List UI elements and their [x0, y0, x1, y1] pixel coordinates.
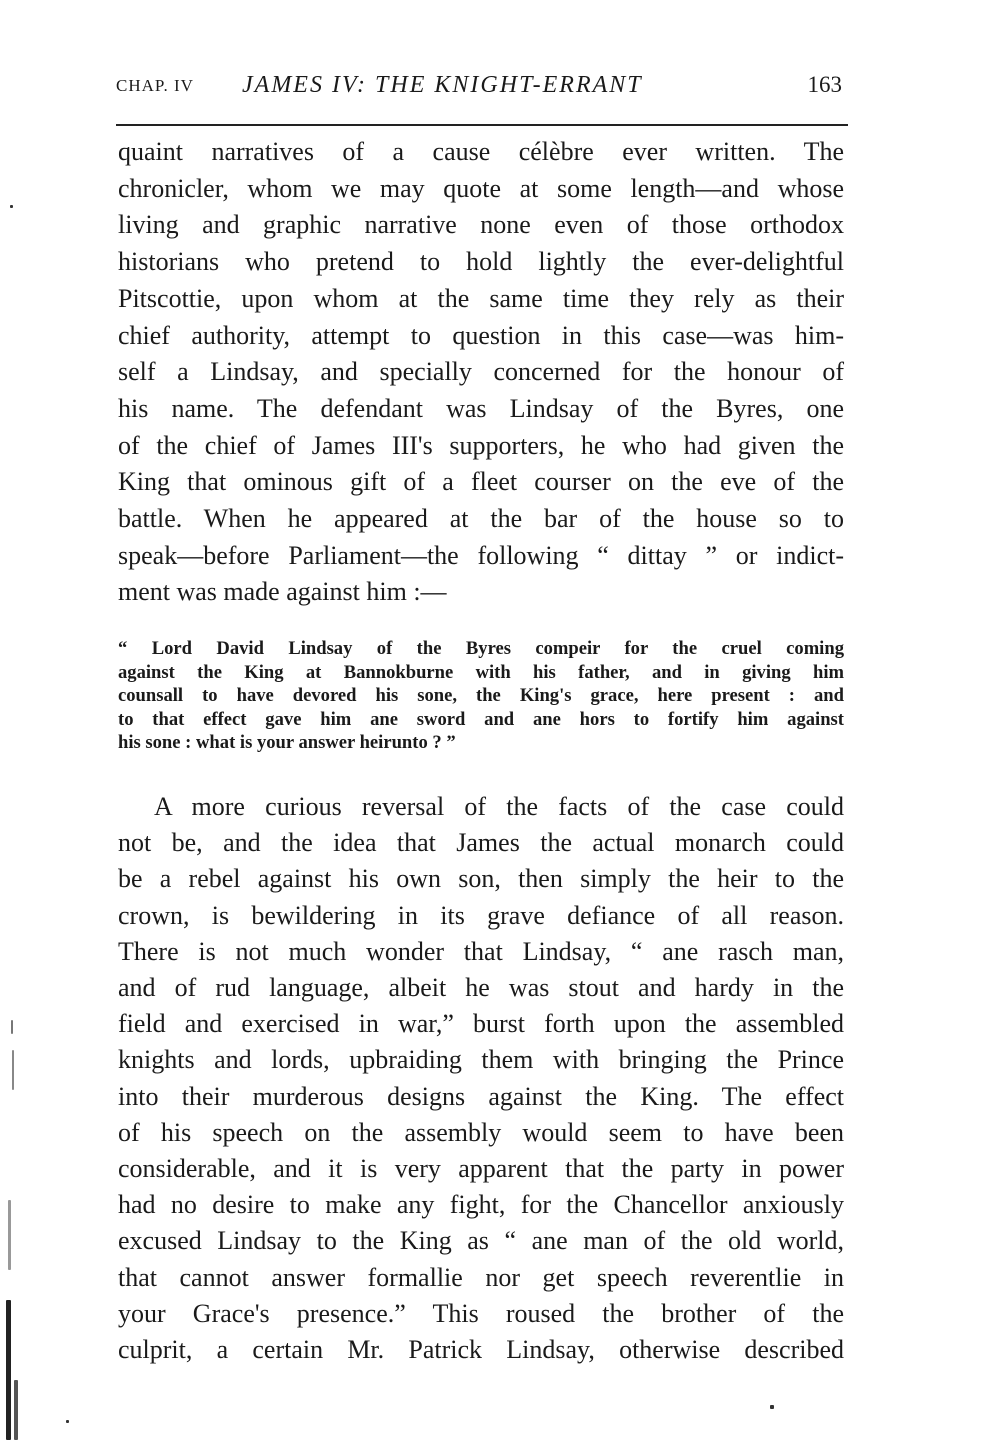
chapter-label: CHAP. IV [116, 76, 194, 95]
quote-line: against the King at Bannokburne with his father, and in giving him [118, 661, 844, 683]
scan-speck [14, 1380, 18, 1440]
running-header [116, 66, 848, 102]
scan-speck [11, 1020, 13, 1034]
text-line: that cannot answer formallie nor get speech reverentlie in [118, 1262, 844, 1292]
text-line: into their murderous designs against the King. The effect [118, 1081, 844, 1111]
text-line: not be, and the idea that James the actual monarch could [118, 828, 844, 858]
quote-line: counsall to have devored his sone, the King's grace, here present : and [118, 685, 844, 706]
text-line: crown, is bewildering in its grave defiance of all reason. [118, 900, 844, 930]
text-line: considerable, and it is very apparent that the party in power [118, 1154, 844, 1183]
quote-line: to that effect gave him ane sword and ane hors to fortify him against [118, 708, 844, 730]
page-number: 163 [807, 72, 842, 97]
text-line: chief authority, attempt to question in this case—was him- [118, 320, 844, 350]
text-line: Pitscottie, upon whom at the same time they rely as their [118, 283, 844, 313]
quote-line: “ Lord David Lindsay of the Byres compeir for the cruel coming [118, 638, 844, 659]
text-line: King that ominous gift of a fleet courser on the eve of the [118, 467, 844, 497]
scan-speck [12, 1050, 14, 1090]
text-line: and of rud language, albeit he was stout and hardy in the [118, 973, 844, 1002]
text-line: battle. When he appeared at the bar of the house so to [118, 504, 844, 533]
running-title: JAMES IV: THE KNIGHT-ERRANT [242, 72, 643, 98]
text-line: historians who pretend to hold lightly the ever-delightful [118, 247, 844, 277]
text-line: living and graphic narrative none even of those orthodox [118, 210, 844, 240]
text-line: your Grace's presence.” This roused the brother of the [118, 1298, 844, 1328]
text-line: culprit, a certain Mr. Patrick Lindsay, otherwise described [118, 1335, 844, 1364]
text-line: knights and lords, upbraiding them with bringing the Prince [118, 1045, 844, 1075]
scan-speck [6, 1300, 11, 1440]
text-line: had no desire to make any fight, for the Chancellor anxiously [118, 1190, 844, 1220]
text-line: ment was made against him :— [118, 577, 447, 607]
text-line: of the chief of James III's supporters, he who had given the [118, 430, 844, 460]
scan-speck [10, 205, 13, 208]
text-line: his name. The defendant was Lindsay of the Byres, one [118, 393, 844, 423]
text-line: There is not much wonder that Lindsay, “ ane rasch man, [118, 936, 844, 966]
text-line: A more curious reversal of the facts of the case could [154, 792, 844, 821]
quote-line: his sone : what is your answer heirunto ? ” [118, 732, 456, 753]
text-line: chronicler, whom we may quote at some length—and whose [118, 173, 844, 203]
scan-speck [66, 1420, 69, 1423]
text-line: self a Lindsay, and specially concerned for the honour of [118, 357, 844, 387]
scan-speck [8, 1200, 11, 1270]
text-line: excused Lindsay to the King as “ ane man of the old world, [118, 1226, 844, 1256]
text-line: quaint narratives of a cause célèbre ever written. The [118, 137, 844, 166]
header-rule [116, 124, 848, 126]
scan-speck [770, 1405, 774, 1409]
text-line: field and exercised in war,” burst forth upon the assembled [118, 1009, 844, 1039]
text-line: speak—before Parliament—the following “ dittay ” or indict- [118, 540, 844, 570]
text-line: be a rebel against his own son, then simply the heir to the [118, 864, 844, 894]
text-line: of his speech on the assembly would seem to have been [118, 1117, 844, 1147]
